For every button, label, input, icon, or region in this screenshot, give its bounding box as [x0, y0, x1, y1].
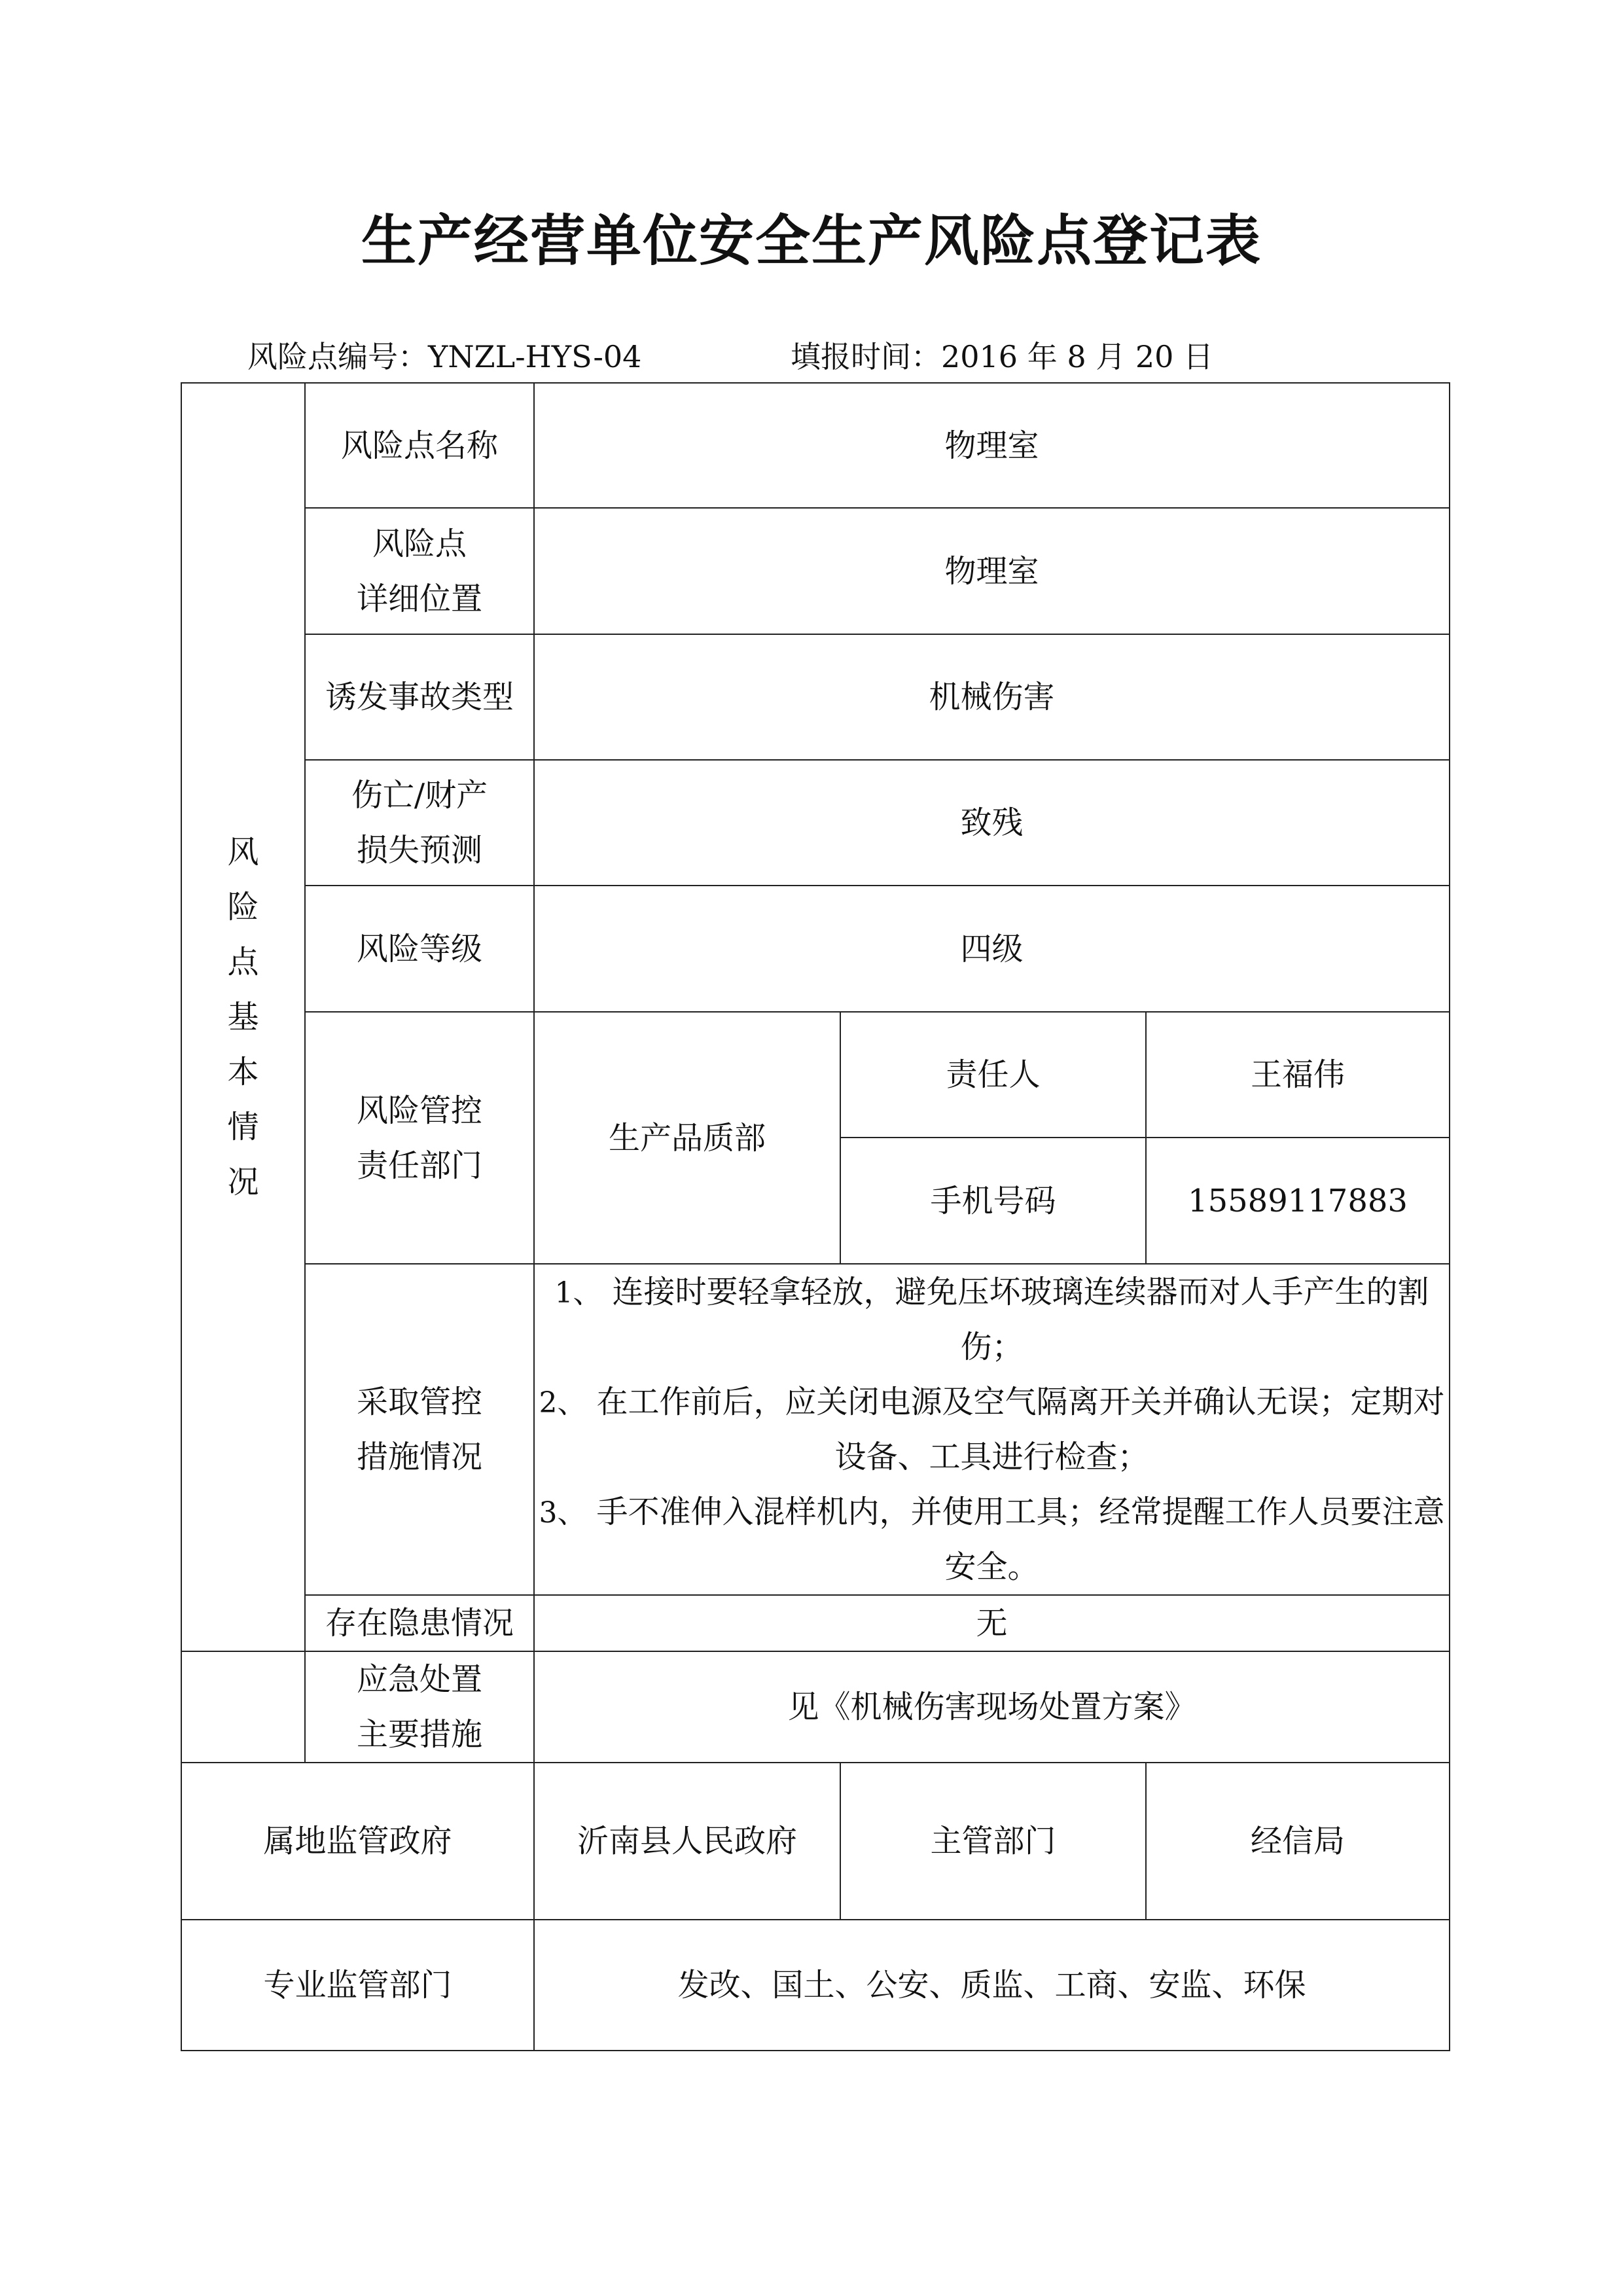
- special-supervision-value: 发改、国土、公安、质监、工商、安监、环保: [534, 1920, 1450, 2051]
- measure-item: 2、 在工作前后，应关闭电源及空气隔离开关并确认无误；定期对设备、工具进行检查；: [539, 1384, 1445, 1475]
- emergency-label: 应急处置 主要措施: [305, 1651, 534, 1763]
- competent-dept-label: 主管部门: [840, 1763, 1146, 1920]
- emergency-sidehead-cont: [181, 1651, 305, 1763]
- risk-code-line: [247, 339, 641, 375]
- risk-code-label: 风险点编号：: [247, 339, 428, 374]
- fill-date-line: [791, 339, 1213, 375]
- risk-level-label: 风险等级: [305, 886, 534, 1012]
- hazards-label: 存在隐患情况: [305, 1595, 534, 1651]
- row-loss-forecast: [181, 760, 1450, 886]
- row-special-supervision: [181, 1920, 1450, 2051]
- risk-name-label: 风险点名称: [305, 383, 534, 508]
- risk-location-value: 物理室: [534, 508, 1450, 634]
- row-risk-level: [181, 886, 1450, 1012]
- fill-day: 20: [1135, 339, 1174, 374]
- hazards-value: 无: [534, 1595, 1450, 1651]
- special-supervision-label: 专业监管部门: [181, 1920, 534, 2051]
- row-accident-type: [181, 634, 1450, 760]
- risk-location-label: 风险点 详细位置: [305, 508, 534, 634]
- measure-item: 1、 连接时要轻拿轻放，避免压坏玻璃连续器而对人手产生的割伤；: [554, 1274, 1429, 1365]
- form-title: 生产经营单位安全生产风险点登记表: [361, 208, 1262, 273]
- fill-year: 2016: [941, 339, 1018, 374]
- phone-label: 手机号码: [840, 1138, 1146, 1264]
- control-dept-label: 风险管控 责任部门: [305, 1012, 534, 1264]
- row-control-dept: [181, 1012, 1450, 1138]
- responsible-person-label: 责任人: [840, 1012, 1146, 1138]
- fill-date-label: 填报时间：: [791, 339, 941, 374]
- measure-item: 3、 手不准伸入混样机内，并使用工具；经常提醒工作人员要注意安全。: [539, 1494, 1445, 1585]
- risk-name-value: 物理室: [534, 383, 1450, 508]
- loss-forecast-value: 致残: [534, 760, 1450, 886]
- control-measures-label: 采取管控 措施情况: [305, 1264, 534, 1595]
- fill-month: 8: [1067, 339, 1086, 374]
- row-control-measures: [181, 1264, 1450, 1595]
- row-local-government: [181, 1763, 1450, 1920]
- loss-forecast-label: 伤亡/财产 损失预测: [305, 760, 534, 886]
- accident-type-value: 机械伤害: [534, 634, 1450, 760]
- control-dept-value: 生产品质部: [534, 1012, 840, 1264]
- fill-day-unit: 日: [1183, 339, 1214, 374]
- competent-dept-value: 经信局: [1146, 1763, 1450, 1920]
- row-hazards: [181, 1595, 1450, 1651]
- responsible-person-value: 王福伟: [1146, 1012, 1450, 1138]
- risk-level-value: 四级: [534, 886, 1450, 1012]
- local-government-label: 属地监管政府: [181, 1763, 534, 1920]
- row-risk-location: [181, 508, 1450, 634]
- accident-type-label: 诱发事故类型: [305, 634, 534, 760]
- fill-month-unit: 月: [1096, 339, 1126, 374]
- side-heading-basic-info: 风 险 点 基 本 情 况: [181, 383, 305, 1651]
- row-emergency: [181, 1651, 1450, 1763]
- risk-code-value: YNZL-HYS-04: [428, 339, 642, 374]
- fill-year-unit: 年: [1027, 339, 1058, 374]
- control-measures-list: [534, 1264, 1450, 1595]
- risk-register-table: [181, 382, 1450, 2051]
- phone-value: 15589117883: [1146, 1138, 1450, 1264]
- local-government-value: 沂南县人民政府: [534, 1763, 840, 1920]
- row-risk-name: [181, 383, 1450, 508]
- emergency-value: 见《机械伤害现场处置方案》: [534, 1651, 1450, 1763]
